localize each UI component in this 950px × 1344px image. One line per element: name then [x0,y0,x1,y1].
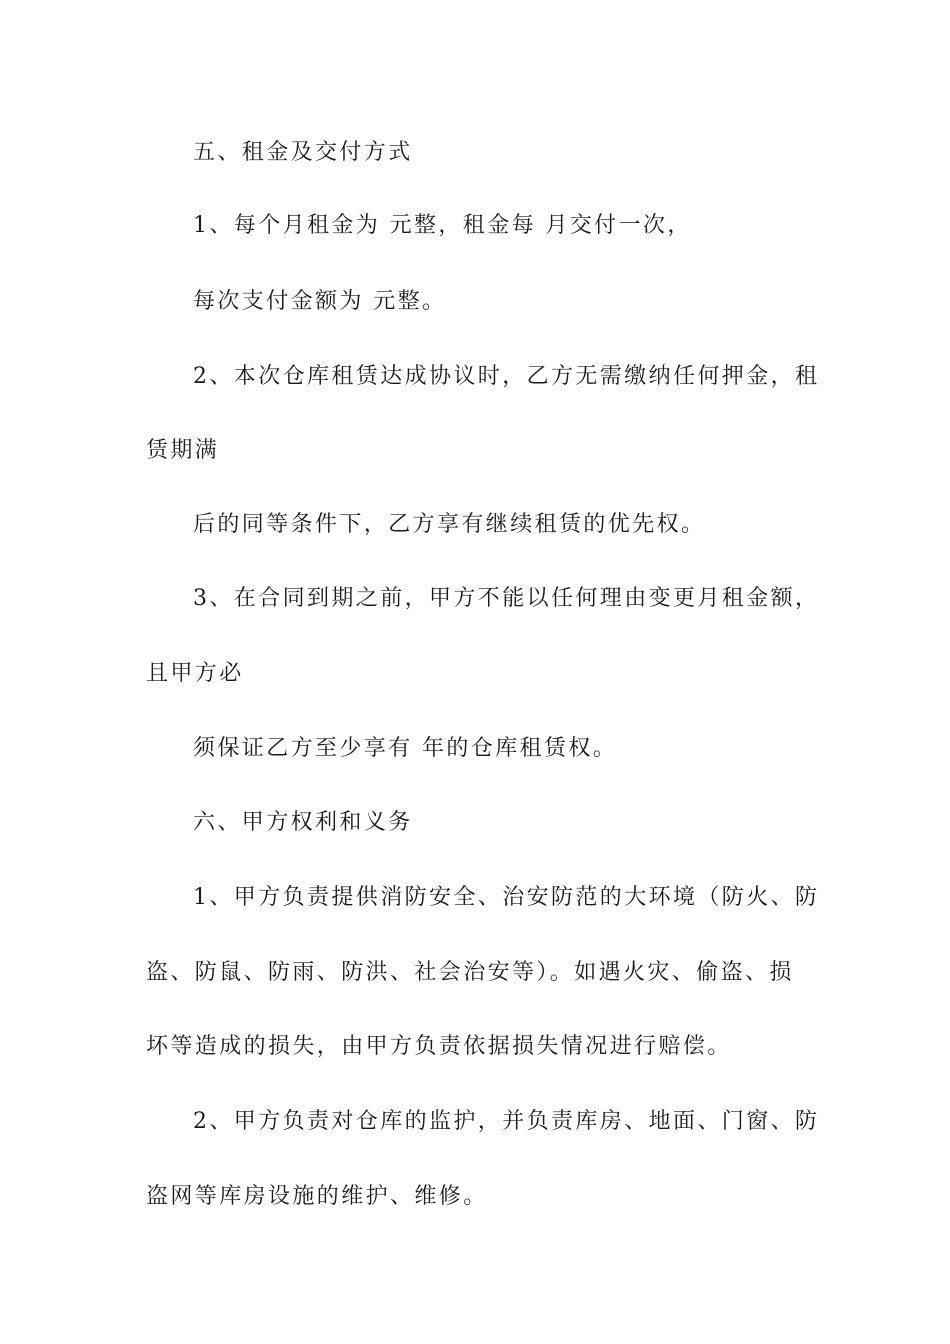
paragraph-line: 赁期满 [146,438,220,463]
paragraph-line: 坏等造成的损失，由甲方负责依据损失情况进行赔偿。 [146,1034,732,1059]
paragraph-line: 2、甲方负责对仓库的监护，并负责库房、地面、门窗、防 [193,1109,820,1134]
paragraph-line: 2、本次仓库租赁达成协议时，乙方无需缴纳任何押金，租 [193,364,820,389]
paragraph-line: 盗网等库房设施的维护、维修。 [146,1184,488,1209]
paragraph-line: 且甲方必 [146,661,244,686]
paragraph-line: 3、在合同到期之前，甲方不能以任何理由变更月租金额， [193,586,820,611]
section-heading-party-a-rights: 六、甲方权利和义务 [193,810,413,835]
paragraph-line: 1、甲方负责提供消防安全、治安防范的大环境（防火、防 [193,885,820,910]
paragraph-line: 盗、防鼠、防雨、防洪、社会治安等）。如遇火灾、偷盗、损 [146,960,794,985]
paragraph-line: 须保证乙方至少享有 年的仓库租赁权。 [193,736,618,761]
paragraph-line: 每次支付金额为 元整。 [193,289,447,314]
paragraph-line: 1、每个月租金为 元整，租金每 月交付一次， [193,213,692,238]
paragraph-line: 后的同等条件下，乙方享有继续租赁的优先权。 [193,512,706,537]
section-heading-rent-payment: 五、租金及交付方式 [193,140,413,165]
